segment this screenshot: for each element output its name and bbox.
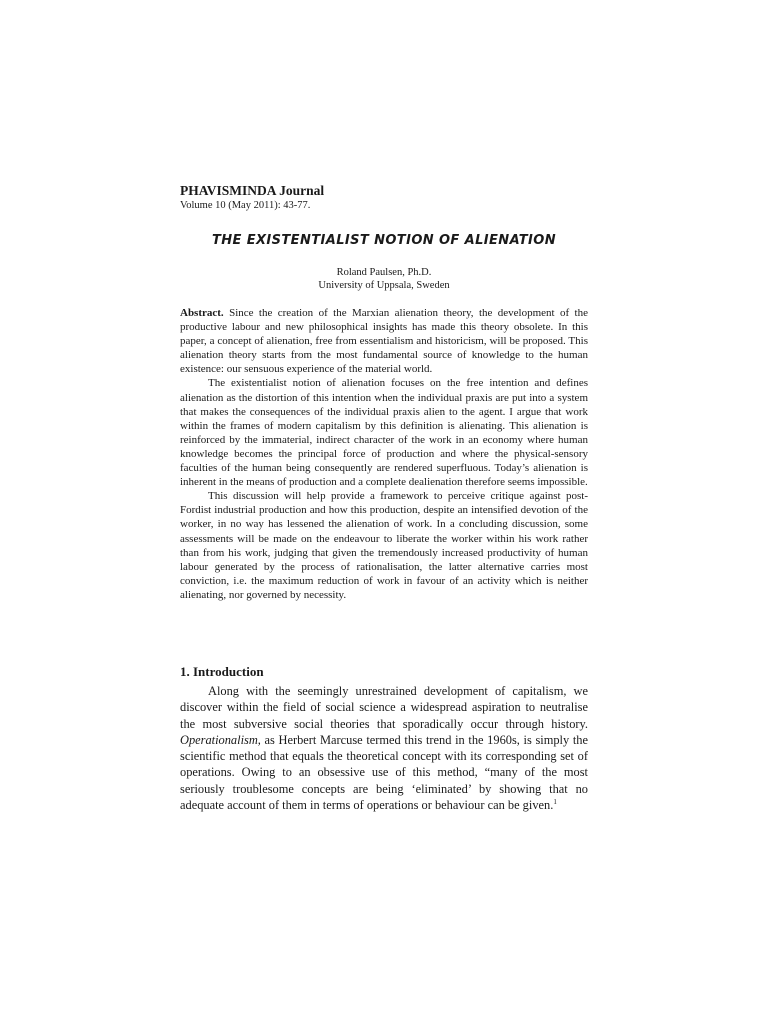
- journal-volume: Volume 10 (May 2011): 43-77.: [180, 200, 311, 211]
- intro-text-after: as Herbert Marcuse termed this trend in the 1960s, is simply the scientific method that equals the theoretical concept with its corresponding set of operations. Owing to an obsessive use of this method, “many of the most seriously troublesome concepts are being ‘eliminated’ by showing that no adequate account of them in terms of operations or behaviour can be given.: [180, 732, 588, 813]
- abstract-label: Abstract.: [180, 307, 224, 319]
- abstract-paragraph-2: The existentialist notion of alienation focuses on the free intention and defines alienation as the distortion of this intention when the individual praxis are put into a system that makes the consequences of the individual praxis alien to the agent. I argue that work within the frames of modern capitalism by this definition is alienating. This alienation is reinforced by the immaterial, indirect character of the work in an economy where human knowledge becomes the principal force of production and where the physical-sensory faculties of the human being consequently are rendered superfluous. Today’s alienation is inherent in the means of production and a complete dealienation therefore seems impossible.: [180, 377, 588, 489]
- paper-title: THE EXISTENTIALIST NOTION OF ALIENATION: [211, 233, 557, 248]
- abstract: [180, 306, 588, 602]
- author-affiliation: University of Uppsala, Sweden: [318, 280, 450, 291]
- footnote-reference[interactable]: 1: [553, 797, 557, 806]
- intro-term: Operationalism,: [180, 732, 261, 747]
- abstract-paragraph-1: [180, 306, 588, 376]
- abstract-text-1: Since the creation of the Marxian alienation theory, the development of the productive labour and new philosophical insights has made this theory obsolete. In this paper, a concept of alienation, free from essentialism and historicism, will be proposed. This alienation theory starts from the most fundamental source of knowledge to the human existence: our sensuous experience of the material world.: [180, 307, 588, 376]
- author-block: [180, 266, 588, 292]
- abstract-paragraph-3: This discussion will help provide a framework to perceive critique against post-Fordist industrial production and how this production, despite an intensified devotion of the worker, in no way has lessened the alienation of work. In a concluding discussion, some assessments will be made on the endeavour to liberate the worker within his work rather than from his work, judging that given the tremendously increased productivity of human labour generated by the process of rationalisation, the latter alternative carries most conviction, i.e. the maximum reduction of work in favour of an activity which is neither alienating, nor governed by necessity.: [180, 490, 588, 601]
- section-heading: 1. Introduction: [180, 664, 264, 679]
- introduction-paragraph: [180, 683, 588, 813]
- author-name: Roland Paulsen, Ph.D.: [336, 267, 432, 278]
- journal-name: PHAVISMINDA Journal: [180, 183, 325, 198]
- intro-text-before: Along with the seemingly unrestrained development of capitalism, we discover within the field of social science a widespread aspiration to neutralise the most subversive social theories that sporadically occur through history.: [180, 684, 588, 731]
- introduction-body: [180, 683, 588, 813]
